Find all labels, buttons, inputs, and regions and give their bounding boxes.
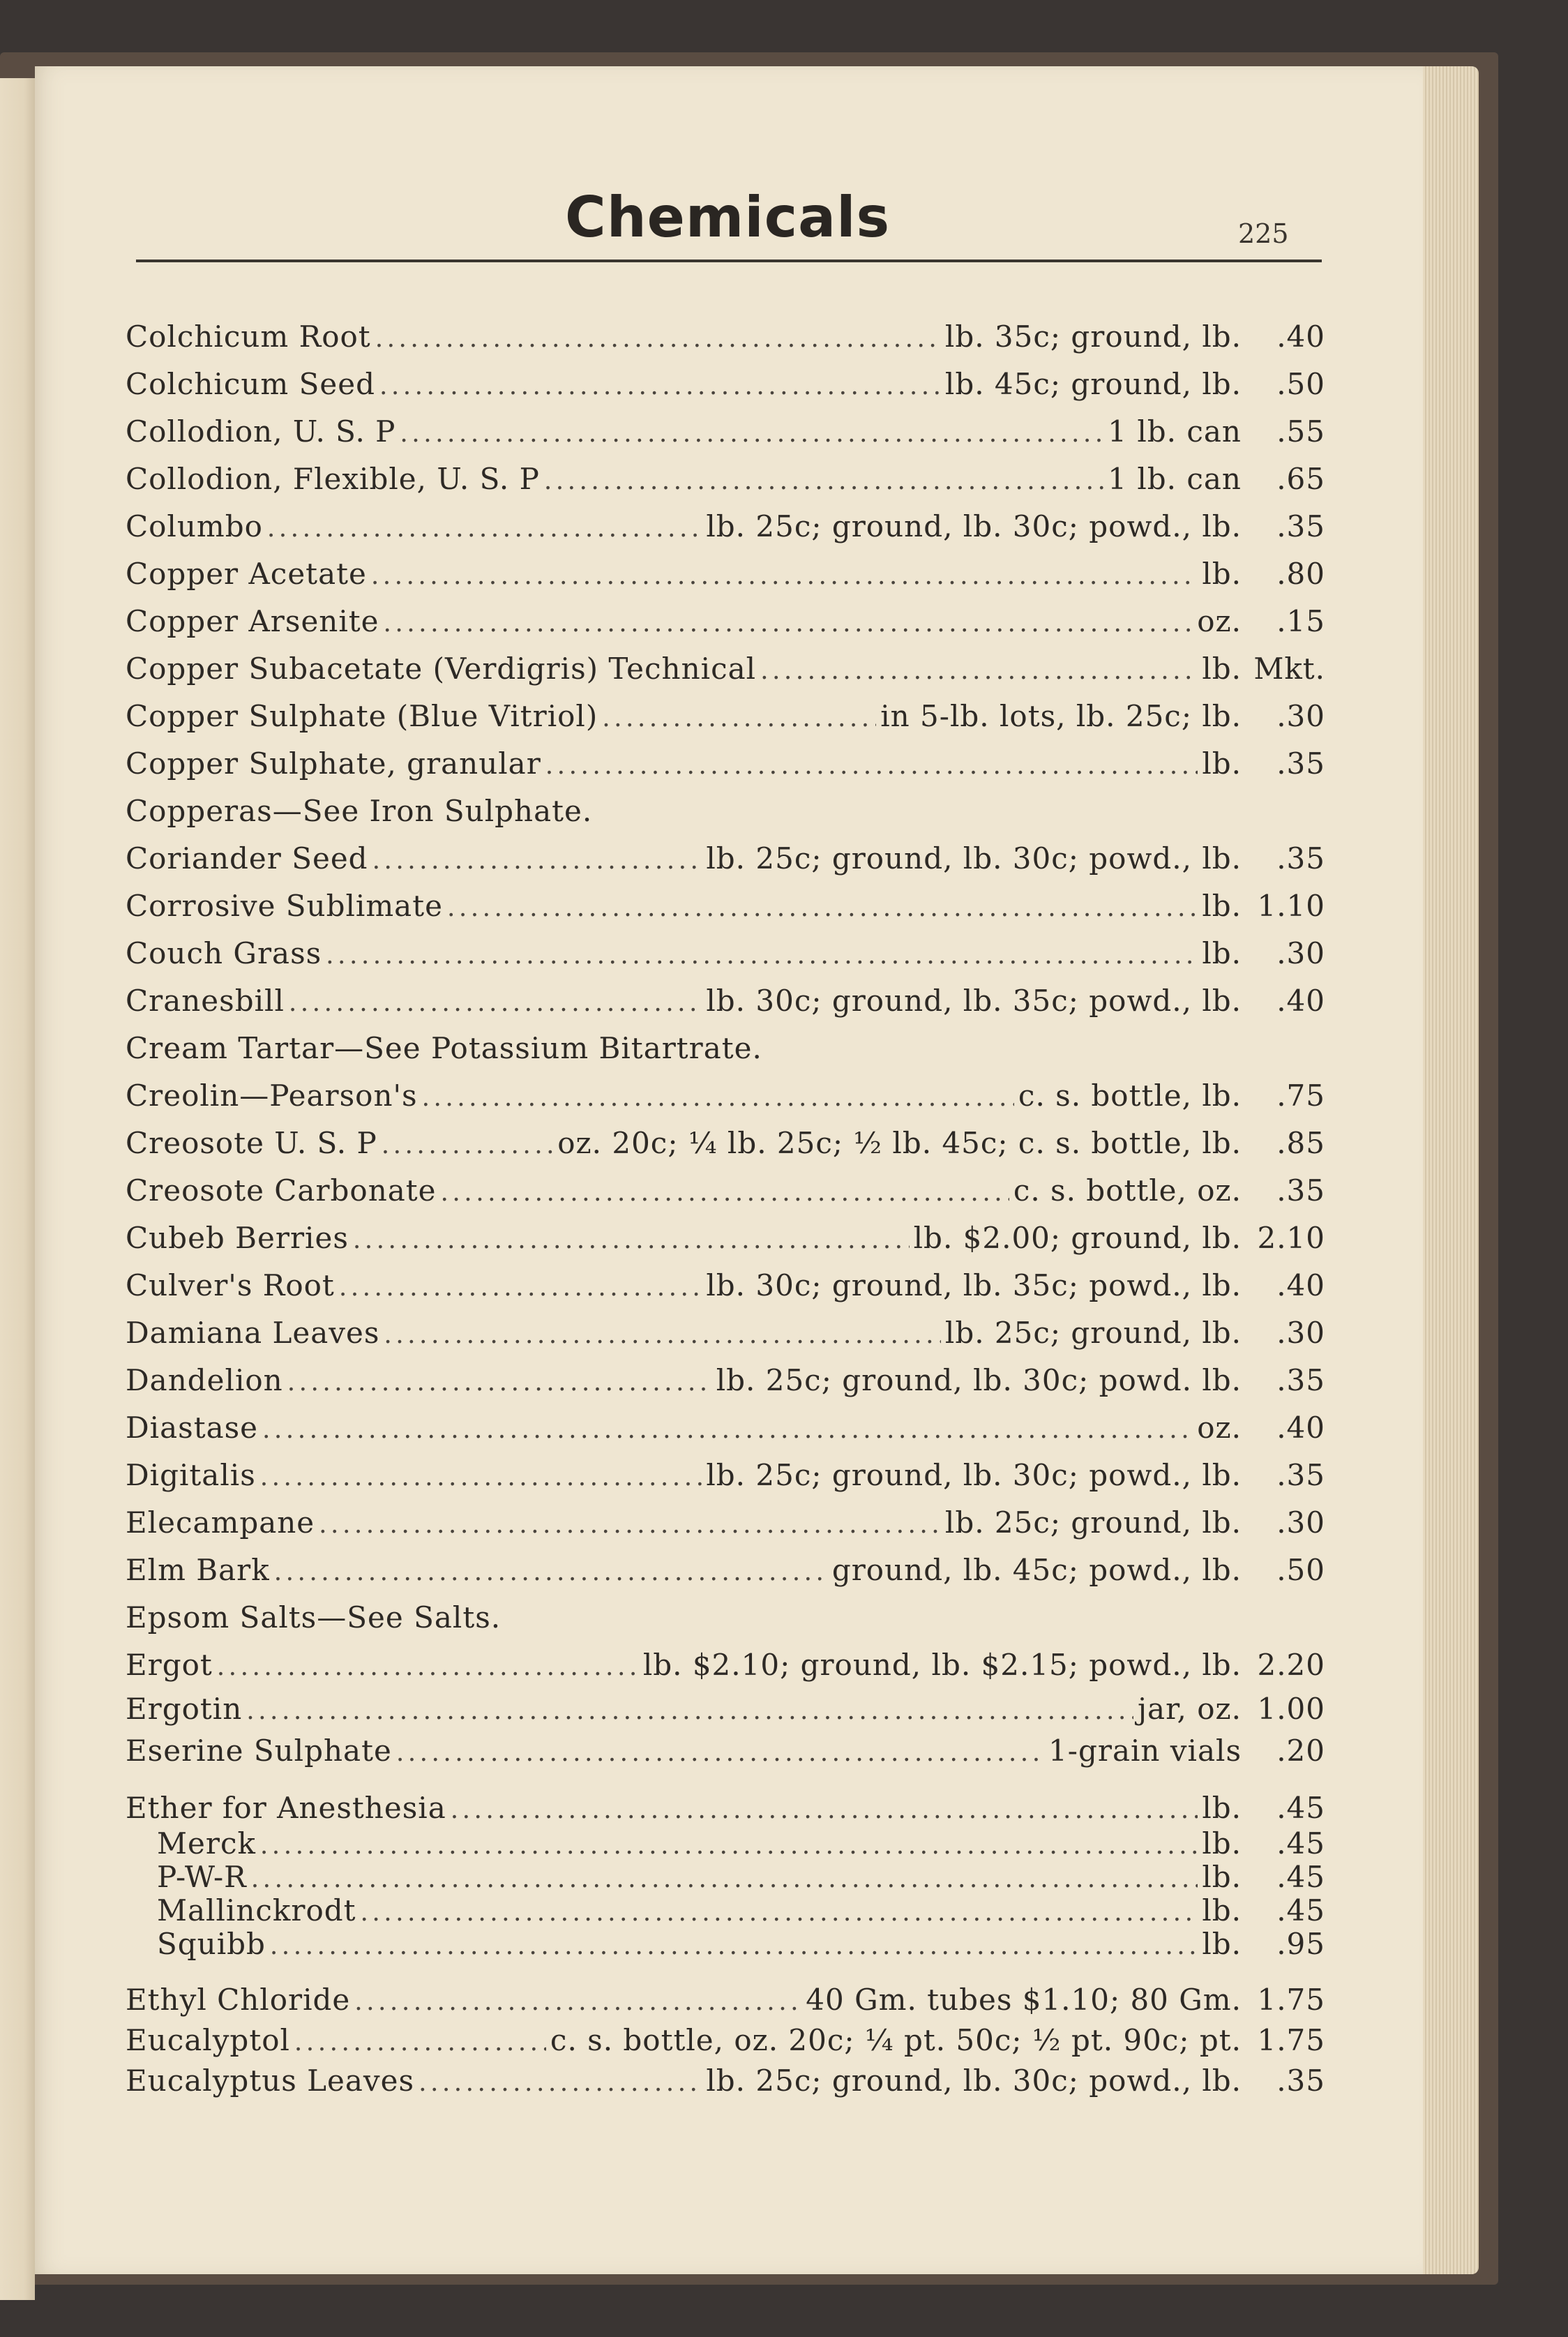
entry-name: Ergot (126, 1648, 213, 1682)
entry-description: c. s. bottle, lb. (1018, 1079, 1242, 1113)
entry-row (126, 841, 1325, 880)
entry-price: .35 (1276, 841, 1325, 876)
entry-name: Copper Sulphate (Blue Vitriol) (126, 699, 598, 733)
entry-name: Colchicum Root (126, 320, 371, 354)
dot-leader (246, 1692, 1133, 1726)
entry-row (126, 1268, 1325, 1307)
entry-price: .35 (1276, 1173, 1325, 1208)
entry-description: lb. 30c; ground, lb. 35c; powd., lb. (706, 1268, 1242, 1302)
dot-leader (760, 652, 1198, 686)
entry-price: .20 (1276, 1734, 1325, 1768)
dot-leader (384, 604, 1193, 638)
dot-leader (267, 509, 702, 543)
entry-name: Damiana Leaves (126, 1316, 380, 1350)
entry-description: lb. (1202, 936, 1242, 970)
book-page (35, 66, 1423, 2274)
entry-description: jar, oz. (1138, 1692, 1242, 1726)
dot-leader (289, 984, 702, 1018)
entry-price: .30 (1276, 1505, 1325, 1540)
entry-name: P-W-R (157, 1860, 247, 1894)
entry-price: .15 (1276, 604, 1325, 638)
entry-price: 2.20 (1257, 1648, 1325, 1682)
entry-row (126, 2064, 1325, 2103)
entry-price: .35 (1276, 2064, 1325, 2098)
entry-name: Elm Bark (126, 1553, 270, 1587)
entry-price: .40 (1276, 320, 1325, 354)
entry-row (126, 1648, 1325, 1687)
entry-name: Couch Grass (126, 936, 322, 970)
entry-description: lb. 25c; ground, lb. 30c; powd., lb. (706, 509, 1242, 543)
entry-price: .40 (1276, 984, 1325, 1018)
entry-price: .50 (1276, 367, 1325, 401)
page-stack-edge (1423, 66, 1479, 2274)
entry-price: .35 (1276, 509, 1325, 543)
entry-row (126, 1692, 1325, 1731)
dot-leader (326, 936, 1198, 970)
entry-price: Mkt. (1253, 652, 1325, 686)
entry-price: .80 (1276, 557, 1325, 591)
entry-row (126, 1173, 1325, 1212)
entry-name: Epsom Salts—See Salts. (126, 1600, 502, 1635)
entry-name: Dandelion (126, 1363, 283, 1397)
dot-leader (251, 1860, 1198, 1894)
dot-leader (319, 1505, 941, 1540)
entry-row (126, 2023, 1325, 2062)
entry-price: .55 (1276, 414, 1325, 449)
dot-leader (260, 1458, 702, 1492)
entry-price: .85 (1276, 1126, 1325, 1160)
entry-name: Copper Subacetate (Verdigris) Technical (126, 652, 757, 686)
entry-price: .50 (1276, 1553, 1325, 1587)
entry-row (126, 557, 1325, 596)
entry-name: Creolin—Pearson's (126, 1079, 418, 1113)
entry-description: lb. 25c; ground, lb. 30c; powd., lb. (706, 2064, 1242, 2098)
entry-price: 1.10 (1257, 889, 1325, 923)
entry-name: Collodion, U. S. P (126, 414, 396, 449)
entry-row (126, 1983, 1325, 2022)
entry-price: .35 (1276, 1458, 1325, 1492)
entry-description: lb. (1202, 746, 1242, 781)
entry-row (126, 320, 1325, 359)
entry-name: Collodion, Flexible, U. S. P (126, 462, 540, 496)
entry-row (126, 936, 1325, 975)
entry-name: Digitalis (126, 1458, 256, 1492)
entry-price: .45 (1276, 1791, 1325, 1825)
entry-description: lb. $2.10; ground, lb. $2.15; powd., lb. (642, 1648, 1242, 1682)
entry-price: .45 (1276, 1893, 1325, 1928)
dot-leader (217, 1648, 639, 1682)
entry-name: Creosote U. S. P (126, 1126, 377, 1160)
entry-description: lb. (1202, 1927, 1242, 1961)
entry-row (126, 1363, 1325, 1402)
entry-description: lb. (1202, 889, 1242, 923)
entry-row (126, 794, 1325, 833)
entry-description: lb. (1202, 1826, 1242, 1861)
facing-page-marks (1, 985, 22, 2310)
entry-row (126, 746, 1325, 786)
entry-description: lb. 25c; ground, lb. (944, 1505, 1242, 1540)
entry-price: .45 (1276, 1860, 1325, 1894)
entry-name: Eucalyptus Leaves (126, 2064, 415, 2098)
dot-leader (545, 746, 1198, 781)
entry-name: Culver's Root (126, 1268, 335, 1302)
entry-name: Ether for Anesthesia (126, 1791, 446, 1825)
dot-leader (339, 1268, 702, 1302)
entry-row (126, 1221, 1325, 1260)
entry-price: .30 (1276, 936, 1325, 970)
entry-description: c. s. bottle, oz. (1013, 1173, 1242, 1208)
entry-name: Elecampane (126, 1505, 315, 1540)
entry-price: 2.10 (1257, 1221, 1325, 1255)
dot-leader (451, 1791, 1198, 1825)
entry-row (126, 509, 1325, 548)
entry-name: Merck (157, 1826, 256, 1861)
entry-row (126, 367, 1325, 406)
dot-leader (353, 1221, 910, 1255)
entry-name: Copper Arsenite (126, 604, 379, 638)
entry-row (126, 1600, 1325, 1639)
entry-name: Copper Sulphate, granular (126, 746, 541, 781)
entry-price: .95 (1276, 1927, 1325, 1961)
entry-row (126, 462, 1325, 501)
entry-description: lb. 30c; ground, lb. 35c; powd., lb. (706, 984, 1242, 1018)
entry-row (126, 1316, 1325, 1355)
entry-name: Copper Acetate (126, 557, 367, 591)
entry-row (126, 1458, 1325, 1497)
price-list (126, 66, 1325, 2274)
entry-name: Ethyl Chloride (126, 1983, 351, 2017)
entry-name: Colchicum Seed (126, 367, 375, 401)
entry-row (126, 1553, 1325, 1592)
entry-row (126, 652, 1325, 691)
dot-leader (419, 2064, 702, 2098)
entry-name: Coriander Seed (126, 841, 368, 876)
entry-price: .30 (1276, 1316, 1325, 1350)
page-title: Chemicals (565, 185, 891, 250)
entry-row (126, 1126, 1325, 1165)
entry-description: 40 Gm. tubes $1.10; 80 Gm. (806, 1983, 1242, 2017)
entry-description: lb. 25c; ground, lb. 30c; powd., lb. (706, 841, 1242, 876)
dot-leader (396, 1734, 1044, 1768)
dot-leader (354, 1983, 801, 2017)
entry-description: lb. $2.00; ground, lb. (913, 1221, 1242, 1255)
entry-name: Mallinckrodt (157, 1893, 356, 1928)
entry-price: .65 (1276, 462, 1325, 496)
entry-row (126, 1031, 1325, 1070)
entry-description: lb. 45c; ground, lb. (944, 367, 1242, 401)
entry-description: c. s. bottle, oz. 20c; ¼ pt. 50c; ½ pt. 90c; pt. (550, 2023, 1242, 2057)
entry-description: 1-grain vials (1048, 1734, 1242, 1768)
dot-leader (602, 699, 876, 733)
dot-leader (270, 1927, 1198, 1961)
entry-description: 1 lb. can (1108, 414, 1242, 449)
entry-name: Columbo (126, 509, 263, 543)
entry-row (126, 414, 1325, 453)
entry-name: Squibb (157, 1927, 266, 1961)
entry-price: .75 (1276, 1079, 1325, 1113)
dot-leader (361, 1893, 1198, 1928)
entry-row (126, 984, 1325, 1023)
entry-name: Creosote Carbonate (126, 1173, 437, 1208)
entry-row (126, 699, 1325, 738)
entry-description: lb. (1202, 557, 1242, 591)
entry-name: Cranesbill (126, 984, 285, 1018)
entry-description: oz. (1197, 1411, 1242, 1445)
entry-row (126, 1791, 1325, 1830)
facing-page-edge (0, 78, 35, 2300)
entry-name: Diastase (126, 1411, 259, 1445)
dot-leader (544, 462, 1103, 496)
entry-description: lb. (1202, 1860, 1242, 1894)
dot-leader (379, 367, 941, 401)
page-number: 225 (1238, 218, 1289, 249)
dot-leader (441, 1173, 1009, 1208)
entry-name: Copperas—See Iron Sulphate. (126, 794, 593, 828)
sub-entry-row (157, 1927, 1325, 1966)
dot-leader (372, 841, 702, 876)
dot-leader (262, 1411, 1193, 1445)
entry-description: oz. (1197, 604, 1242, 638)
entry-name: Corrosive Sublimate (126, 889, 443, 923)
entry-price: 1.75 (1257, 1983, 1325, 2017)
entry-price: .40 (1276, 1268, 1325, 1302)
entry-name: Eucalyptol (126, 2023, 290, 2057)
entry-name: Eserine Sulphate (126, 1734, 392, 1768)
entry-price: .35 (1276, 746, 1325, 781)
entry-price: .40 (1276, 1411, 1325, 1445)
dot-leader (375, 320, 941, 354)
entry-description: lb. (1202, 1893, 1242, 1928)
dot-leader (382, 1126, 553, 1160)
entry-price: .35 (1276, 1363, 1325, 1397)
entry-name: Cream Tartar—See Potassium Bitartrate. (126, 1031, 762, 1065)
entry-row (126, 1411, 1325, 1450)
entry-description: lb. 25c; ground, lb. 30c; powd., lb. (706, 1458, 1242, 1492)
entry-price: .30 (1276, 699, 1325, 733)
dot-leader (447, 889, 1198, 923)
entry-price: 1.75 (1257, 2023, 1325, 2057)
dot-leader (294, 2023, 546, 2057)
entry-price: .45 (1276, 1826, 1325, 1861)
dot-leader (287, 1363, 712, 1397)
dot-leader (422, 1079, 1014, 1113)
dot-leader (384, 1316, 941, 1350)
dot-leader (371, 557, 1198, 591)
entry-description: lb. (1202, 1791, 1242, 1825)
entry-description: in 5-lb. lots, lb. 25c; lb. (880, 699, 1242, 733)
dot-leader (260, 1826, 1198, 1861)
entry-row (126, 889, 1325, 928)
entry-description: lb. 25c; ground, lb. 30c; powd. lb. (716, 1363, 1242, 1397)
entry-name: Ergotin (126, 1692, 243, 1726)
entry-row (126, 1505, 1325, 1545)
dot-leader (400, 414, 1103, 449)
entry-row (126, 1079, 1325, 1118)
dot-leader (274, 1553, 828, 1587)
entry-description: oz. 20c; ¼ lb. 25c; ½ lb. 45c; c. s. bottle, lb. (557, 1126, 1242, 1160)
entry-row (126, 604, 1325, 643)
entry-price: 1.00 (1257, 1692, 1325, 1726)
entry-description: ground, lb. 45c; powd., lb. (831, 1553, 1242, 1587)
entry-name: Cubeb Berries (126, 1221, 349, 1255)
entry-description: lb. (1202, 652, 1242, 686)
entry-description: 1 lb. can (1108, 462, 1242, 496)
entry-description: lb. 25c; ground, lb. (944, 1316, 1242, 1350)
entry-description: lb. 35c; ground, lb. (944, 320, 1242, 354)
entry-row (126, 1734, 1325, 1773)
